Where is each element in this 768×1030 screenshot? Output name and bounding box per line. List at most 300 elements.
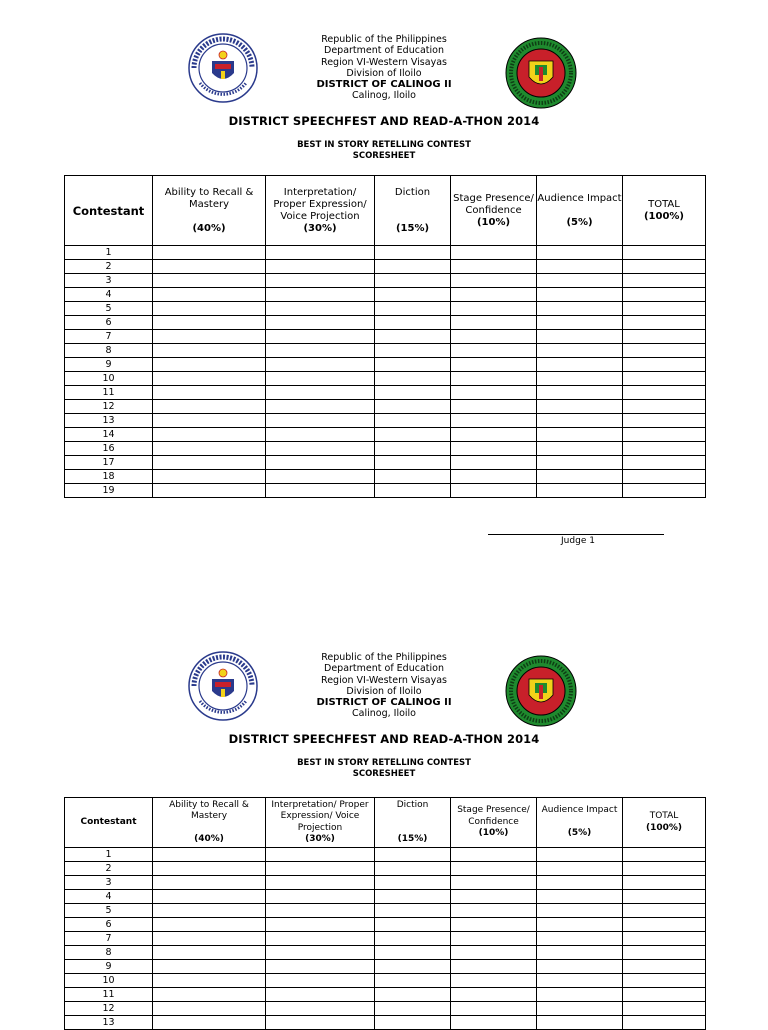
score-diction-cell[interactable] [375,876,451,890]
score-recall-cell[interactable] [153,960,266,974]
contestant-number: 6 [65,316,153,330]
score-total-cell[interactable] [623,848,706,862]
score-diction-cell[interactable] [375,288,451,302]
score-recall-cell[interactable] [153,456,266,470]
score-diction-cell[interactable] [375,274,451,288]
score-diction-cell[interactable] [375,358,451,372]
table-row [65,890,706,904]
district-seal-icon [505,655,577,727]
score-interpretation-cell[interactable] [266,428,375,442]
score-stage-cell[interactable] [451,890,537,904]
score-audience-cell[interactable] [537,1016,623,1030]
col-contestant: Contestant [65,176,153,246]
table-row [65,344,706,358]
score-interpretation-cell[interactable] [266,890,375,904]
score-stage-cell[interactable] [451,316,537,330]
contestant-number: 4 [65,288,153,302]
score-diction-cell[interactable] [375,470,451,484]
col-recall [153,798,266,848]
score-table [64,175,706,498]
score-total-cell[interactable] [623,246,706,260]
score-total-cell[interactable] [623,1016,706,1030]
score-total-cell[interactable] [623,960,706,974]
score-total-cell[interactable] [623,876,706,890]
score-audience-cell[interactable] [537,386,623,400]
sheet-label: SCORESHEET [352,769,416,779]
score-total-cell[interactable] [623,470,706,484]
score-stage-cell[interactable] [451,372,537,386]
table-row [65,414,706,428]
score-recall-cell[interactable] [153,484,266,498]
contestant-number: 12 [65,1002,153,1016]
score-interpretation-cell[interactable] [266,918,375,932]
score-audience-cell[interactable] [537,1002,623,1016]
score-total-cell[interactable] [623,890,706,904]
score-recall-cell[interactable] [153,974,266,988]
score-total-cell[interactable] [623,428,706,442]
contestant-number: 11 [65,988,153,1002]
contestant-number: 18 [65,470,153,484]
col-recall-label: Ability to Recall & Mastery [164,186,254,210]
table-row [65,1002,706,1016]
score-diction-cell[interactable] [375,400,451,414]
contestant-number: 7 [65,932,153,946]
score-diction-cell[interactable] [375,386,451,400]
contestant-number: 19 [65,484,153,498]
score-interpretation-cell[interactable] [266,344,375,358]
score-total-cell[interactable] [623,862,706,876]
table-row [65,400,706,414]
score-stage-cell[interactable] [451,960,537,974]
score-interpretation-cell[interactable] [266,400,375,414]
district-name: DISTRICT OF CALINOG II [316,697,452,709]
score-recall-cell[interactable] [153,400,266,414]
score-stage-cell[interactable] [451,246,537,260]
score-interpretation-cell[interactable] [266,246,375,260]
contestant-number: 12 [65,400,153,414]
sheet-label: SCORESHEET [352,151,416,161]
score-total-cell[interactable] [623,400,706,414]
score-stage-cell[interactable] [451,974,537,988]
header-line: Division of Iloilo [346,685,422,697]
header-line: Region VI-Western Visayas [321,56,447,68]
score-recall-cell[interactable] [153,470,266,484]
score-stage-cell[interactable] [451,456,537,470]
score-audience-cell[interactable] [537,974,623,988]
score-stage-cell[interactable] [451,260,537,274]
table-row [65,246,706,260]
col-contestant: Contestant [65,798,153,848]
score-stage-cell[interactable] [451,400,537,414]
table-row [65,974,706,988]
contestant-number: 5 [65,302,153,316]
score-recall-cell[interactable] [153,260,266,274]
table-row [65,260,706,274]
score-interpretation-cell[interactable] [266,876,375,890]
score-stage-cell[interactable] [451,862,537,876]
score-audience-cell[interactable] [537,946,623,960]
contestant-number: 3 [65,876,153,890]
score-recall-cell[interactable] [153,1002,266,1016]
table-row [65,932,706,946]
score-diction-cell[interactable] [375,484,451,498]
header-line: Department of Education [324,45,444,57]
contest-name: BEST IN STORY RETELLING CONTEST [297,140,471,150]
score-audience-cell[interactable] [537,274,623,288]
header-line: Region VI-Western Visayas [321,674,447,686]
score-diction-cell[interactable] [375,974,451,988]
col-stage-label: Stage Presence/ Confidence [457,805,530,827]
score-audience-cell[interactable] [537,456,623,470]
score-audience-cell[interactable] [537,484,623,498]
col-audience-label: Audience Impact [537,192,622,204]
score-recall-cell[interactable] [153,414,266,428]
score-total-cell[interactable] [623,974,706,988]
contestant-number: 9 [65,358,153,372]
score-total-cell[interactable] [623,302,706,316]
contestant-number: 10 [65,372,153,386]
score-stage-cell[interactable] [451,386,537,400]
score-recall-cell[interactable] [153,946,266,960]
score-diction-cell[interactable] [375,456,451,470]
score-diction-cell[interactable] [375,316,451,330]
score-recall-cell[interactable] [153,932,266,946]
score-audience-cell[interactable] [537,344,623,358]
score-stage-cell[interactable] [451,470,537,484]
score-interpretation-cell[interactable] [266,848,375,862]
score-total-cell[interactable] [623,344,706,358]
score-recall-cell[interactable] [153,274,266,288]
contestant-number: 8 [65,344,153,358]
score-recall-cell[interactable] [153,904,266,918]
score-audience-cell[interactable] [537,876,623,890]
table-row [65,274,706,288]
score-diction-cell[interactable] [375,848,451,862]
header-line: Department of Education [324,663,444,675]
score-total-cell[interactable] [623,386,706,400]
table-row [65,442,706,456]
score-audience-cell[interactable] [537,330,623,344]
col-stage [451,176,537,246]
col-total-pct: (100%) [645,822,683,833]
contestant-number: 2 [65,260,153,274]
score-stage-cell[interactable] [451,1002,537,1016]
score-diction-cell[interactable] [375,428,451,442]
score-audience-cell[interactable] [537,400,623,414]
score-interpretation-cell[interactable] [266,316,375,330]
col-stage-pct: (10%) [478,828,509,839]
score-recall-cell[interactable] [153,302,266,316]
col-interpretation-label: Interpretation/ Proper Expression/ Voice Projection [273,186,367,222]
district-seal-icon [505,37,577,109]
event-title: DISTRICT SPEECHFEST AND READ-A-THON 2014 [228,114,540,128]
col-diction-label: Diction [394,186,431,198]
contestant-number: 9 [65,960,153,974]
score-total-cell[interactable] [623,274,706,288]
score-diction-cell[interactable] [375,1002,451,1016]
score-recall-cell[interactable] [153,358,266,372]
score-total-cell[interactable] [623,1002,706,1016]
score-stage-cell[interactable] [451,330,537,344]
score-audience-cell[interactable] [537,470,623,484]
score-interpretation-cell[interactable] [266,456,375,470]
score-diction-cell[interactable] [375,344,451,358]
score-audience-cell[interactable] [537,414,623,428]
score-recall-cell[interactable] [153,288,266,302]
score-stage-cell[interactable] [451,946,537,960]
col-diction [375,798,451,848]
table-row [65,904,706,918]
judge-label: Judge 1 [561,536,595,546]
score-stage-cell[interactable] [451,442,537,456]
contestant-number: 1 [65,848,153,862]
score-interpretation-cell[interactable] [266,1002,375,1016]
col-interpretation-label: Interpretation/ Proper Expression/ Voice Projection [271,799,369,833]
contestant-number: 2 [65,862,153,876]
col-stage-label: Stage Presence/ Confidence [453,192,534,216]
col-stage [451,798,537,848]
score-total-cell[interactable] [623,904,706,918]
score-total-cell[interactable] [623,456,706,470]
score-recall-cell[interactable] [153,442,266,456]
score-interpretation-cell[interactable] [266,274,375,288]
score-interpretation-cell[interactable] [266,414,375,428]
score-audience-cell[interactable] [537,862,623,876]
contestant-number: 5 [65,904,153,918]
table-row [65,876,706,890]
score-recall-cell[interactable] [153,330,266,344]
score-total-cell[interactable] [623,484,706,498]
score-recall-cell[interactable] [153,386,266,400]
score-interpretation-cell[interactable] [266,302,375,316]
score-audience-cell[interactable] [537,960,623,974]
table-row [65,372,706,386]
score-stage-cell[interactable] [451,428,537,442]
table-row [65,330,706,344]
table-row [65,288,706,302]
score-recall-cell[interactable] [153,316,266,330]
score-interpretation-cell[interactable] [266,372,375,386]
table-row [65,316,706,330]
score-audience-cell[interactable] [537,428,623,442]
score-interpretation-cell[interactable] [266,862,375,876]
score-diction-cell[interactable] [375,946,451,960]
score-rows [65,246,706,498]
col-diction-pct: (15%) [395,222,430,234]
score-diction-cell[interactable] [375,932,451,946]
col-diction-label: Diction [396,799,429,810]
contestant-number: 8 [65,946,153,960]
score-diction-cell[interactable] [375,442,451,456]
table-row [65,386,706,400]
score-audience-cell[interactable] [537,302,623,316]
contestant-number: 10 [65,974,153,988]
score-stage-cell[interactable] [451,288,537,302]
score-interpretation-cell[interactable] [266,330,375,344]
score-audience-cell[interactable] [537,316,623,330]
score-total-cell[interactable] [623,260,706,274]
score-recall-cell[interactable] [153,988,266,1002]
score-stage-cell[interactable] [451,344,537,358]
col-interpretation [266,176,375,246]
table-row [65,862,706,876]
table-row [65,456,706,470]
col-audience-pct: (5%) [567,828,592,839]
score-audience-cell[interactable] [537,848,623,862]
score-recall-cell[interactable] [153,890,266,904]
col-interpretation [266,798,375,848]
score-audience-cell[interactable] [537,904,623,918]
table-row [65,848,706,862]
score-audience-cell[interactable] [537,288,623,302]
table-row [65,428,706,442]
col-total-label: TOTAL [648,198,680,210]
col-interpretation-pct: (30%) [305,834,335,844]
score-interpretation-cell[interactable] [266,484,375,498]
score-audience-cell[interactable] [537,246,623,260]
score-stage-cell[interactable] [451,274,537,288]
score-total-cell[interactable] [623,330,706,344]
score-total-cell[interactable] [623,946,706,960]
table-row [65,1016,706,1030]
score-interpretation-cell[interactable] [266,358,375,372]
col-audience [537,176,623,246]
score-interpretation-cell[interactable] [266,288,375,302]
score-audience-cell[interactable] [537,358,623,372]
score-total-cell[interactable] [623,442,706,456]
event-title: DISTRICT SPEECHFEST AND READ-A-THON 2014 [228,732,540,746]
col-stage-pct: (10%) [476,216,511,228]
col-total [623,798,706,848]
score-diction-cell[interactable] [375,918,451,932]
score-audience-cell[interactable] [537,372,623,386]
col-audience-pct: (5%) [566,216,593,228]
contestant-number: 16 [65,442,153,456]
score-total-cell[interactable] [623,372,706,386]
contest-name: BEST IN STORY RETELLING CONTEST [297,758,471,768]
score-recall-cell[interactable] [153,918,266,932]
score-diction-cell[interactable] [375,890,451,904]
score-recall-cell[interactable] [153,428,266,442]
score-diction-cell[interactable] [375,246,451,260]
score-audience-cell[interactable] [537,260,623,274]
score-stage-cell[interactable] [451,358,537,372]
score-stage-cell[interactable] [451,904,537,918]
table-row [65,988,706,1002]
score-interpretation-cell[interactable] [266,932,375,946]
table-row [65,470,706,484]
score-audience-cell[interactable] [537,442,623,456]
score-diction-cell[interactable] [375,302,451,316]
col-recall-pct: (40%) [192,222,226,234]
score-diction-cell[interactable] [375,1016,451,1030]
score-audience-cell[interactable] [537,890,623,904]
score-recall-cell[interactable] [153,1016,266,1030]
score-diction-cell[interactable] [375,260,451,274]
score-interpretation-cell[interactable] [266,974,375,988]
district-name: DISTRICT OF CALINOG II [316,79,452,91]
score-total-cell[interactable] [623,288,706,302]
score-interpretation-cell[interactable] [266,386,375,400]
score-total-cell[interactable] [623,414,706,428]
score-interpretation-cell[interactable] [266,1016,375,1030]
col-diction-pct: (15%) [397,834,428,844]
score-recall-cell[interactable] [153,344,266,358]
table-row [65,484,706,498]
score-interpretation-cell[interactable] [266,260,375,274]
score-rows [65,848,706,1030]
score-total-cell[interactable] [623,932,706,946]
table-row [65,358,706,372]
score-recall-cell[interactable] [153,862,266,876]
score-stage-cell[interactable] [451,876,537,890]
score-total-cell[interactable] [623,316,706,330]
score-recall-cell[interactable] [153,246,266,260]
score-table [64,797,706,1030]
score-stage-cell[interactable] [451,302,537,316]
score-diction-cell[interactable] [375,372,451,386]
col-interpretation-pct: (30%) [303,222,337,234]
score-diction-cell[interactable] [375,960,451,974]
col-recall [153,176,266,246]
location: Calinog, Iloilo [352,90,416,102]
contestant-number: 3 [65,274,153,288]
table-row [65,302,706,316]
table-row [65,918,706,932]
score-stage-cell[interactable] [451,414,537,428]
score-audience-cell[interactable] [537,988,623,1002]
score-interpretation-cell[interactable] [266,442,375,456]
score-diction-cell[interactable] [375,862,451,876]
score-recall-cell[interactable] [153,848,266,862]
header-line: Republic of the Philippines [321,34,447,45]
score-total-cell[interactable] [623,358,706,372]
score-audience-cell[interactable] [537,932,623,946]
score-total-cell[interactable] [623,988,706,1002]
score-interpretation-cell[interactable] [266,960,375,974]
score-recall-cell[interactable] [153,372,266,386]
col-recall-pct: (40%) [194,834,224,844]
col-recall-label: Ability to Recall & Mastery [169,799,249,821]
contestant-number: 6 [65,918,153,932]
score-total-cell[interactable] [623,918,706,932]
score-diction-cell[interactable] [375,988,451,1002]
col-total-label: TOTAL [649,811,679,821]
score-stage-cell[interactable] [451,484,537,498]
score-stage-cell[interactable] [451,848,537,862]
score-interpretation-cell[interactable] [266,904,375,918]
score-audience-cell[interactable] [537,918,623,932]
score-interpretation-cell[interactable] [266,470,375,484]
judge-signature-line [488,534,664,535]
header-line: Division of Iloilo [346,67,422,79]
location: Calinog, Iloilo [352,708,416,720]
score-interpretation-cell[interactable] [266,988,375,1002]
score-stage-cell[interactable] [451,988,537,1002]
contestant-number: 7 [65,330,153,344]
score-recall-cell[interactable] [153,876,266,890]
score-diction-cell[interactable] [375,330,451,344]
subtitle-block [0,140,768,162]
score-stage-cell[interactable] [451,932,537,946]
score-diction-cell[interactable] [375,904,451,918]
contestant-number: 13 [65,1016,153,1030]
score-interpretation-cell[interactable] [266,946,375,960]
header-line: Republic of the Philippines [321,652,447,663]
score-stage-cell[interactable] [451,918,537,932]
score-diction-cell[interactable] [375,414,451,428]
score-stage-cell[interactable] [451,1016,537,1030]
